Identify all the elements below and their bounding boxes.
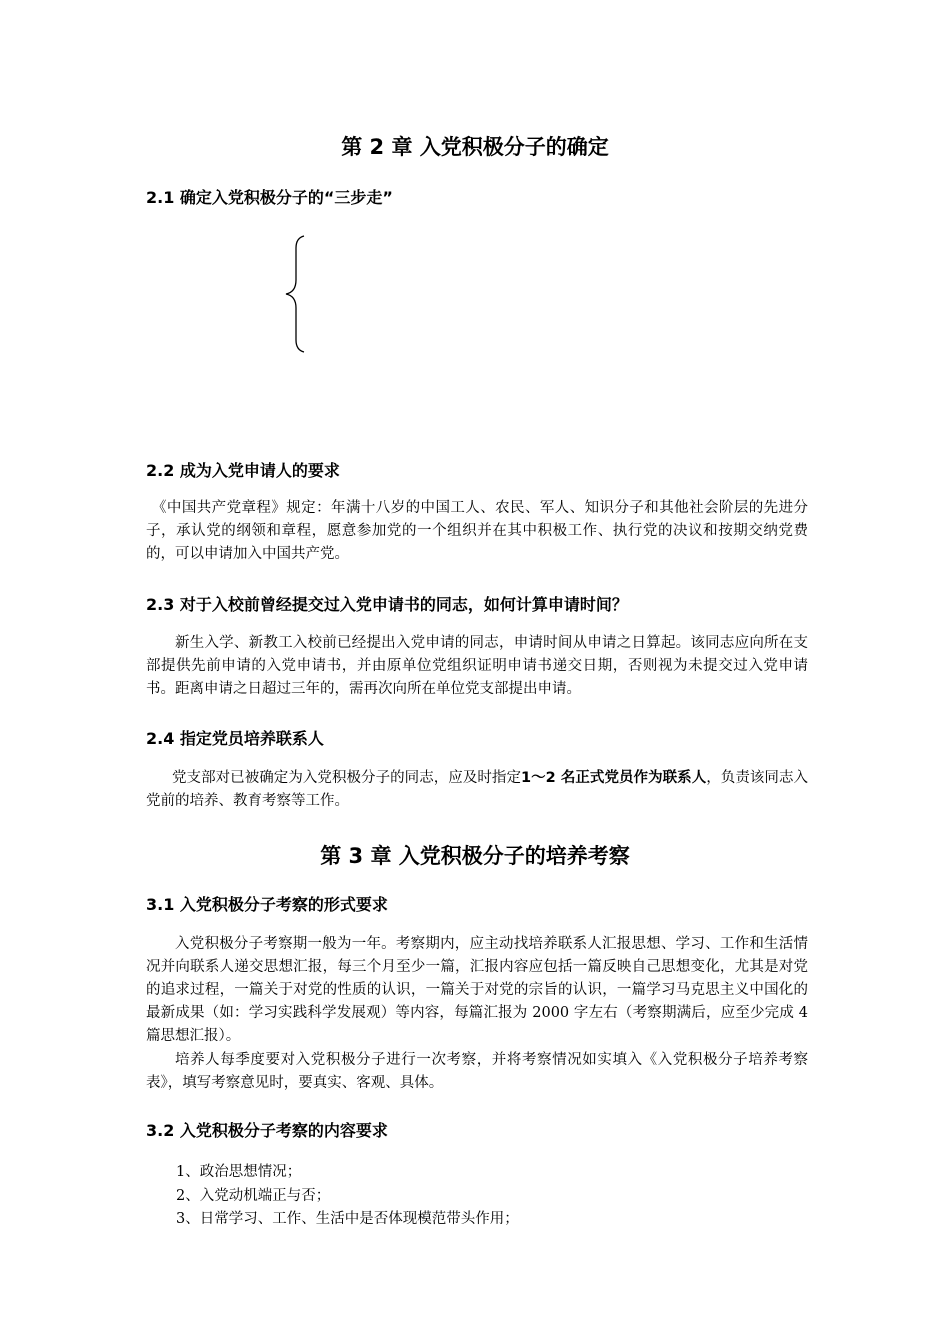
- section-2-4-body-start: 党支部对已被确定为入党积极分子的同志，应及时指定: [172, 770, 521, 786]
- section-3-2-heading: 3.2 入党积极分子考察的内容要求: [146, 1121, 388, 1140]
- section-2-3-heading: 2.3 对于入校前曾经提交过入党申请书的同志，如何计算申请时间？: [146, 595, 628, 614]
- section-2-4-body: [146, 767, 808, 813]
- chapter-3-title: 第 3 章 入党积极分子的培养考察: [320, 844, 630, 868]
- curly-brace: [284, 234, 310, 354]
- section-2-4-body-end: ，负责该同志入党前的培养、教育考察等工作。: [146, 770, 808, 809]
- section-3-1-heading: 3.1 入党积极分子考察的形式要求: [146, 895, 388, 914]
- section-2-1-heading: 2.1 确定入党积极分子的“三步走”: [146, 188, 393, 207]
- section-2-4-body-emphasis: 1～2 名正式党员作为联系人: [520, 770, 707, 786]
- list-item: 1、政治思想情况；: [176, 1164, 302, 1180]
- list-item: 2、入党动机端正与否；: [176, 1188, 331, 1204]
- section-2-2-body: 《中国共产党章程》规定：年满十八岁的中国工人、农民、军人、知识分子和其他社会阶层的先进分子，承认党的纲领和章程，愿意参加党的一个组织并在其中积极工作、执行党的决议和按期交纳党费的，可以申请加入中国共产党。: [146, 500, 808, 562]
- list-item: 3、日常学习、工作、生活中是否体现模范带头作用；: [176, 1211, 519, 1227]
- section-2-3-body: 新生入学、新教工入校前已经提出入党申请的同志，申请时间从申请之日算起。该同志应向所在支部提供先前申请的入党申请书，并由原单位党组织证明申请书递交日期，否则视为未提交过入党申请书。距离申请之日超过三年的，需再次向所在单位党支部提出申请。: [146, 635, 808, 697]
- section-3-1-paragraph-2: 培养人每季度要对入党积极分子进行一次考察，并将考察情况如实填入《入党积极分子培养考察表》，填写考察意见时，要真实、客观、具体。: [146, 1052, 808, 1091]
- chapter-2-title: 第 2 章 入党积极分子的确定: [341, 135, 609, 159]
- section-3-1-paragraph-1: 入党积极分子考察期一般为一年。考察期内，应主动找培养联系人汇报思想、学习、工作和生活情况并向联系人递交思想汇报，每三个月至少一篇，汇报内容应包括一篇反映自己思想变化，尤其是对党的追求过程，一篇关于对党的性质的认识，一篇关于对党的宗旨的认识，一篇学习马克思主义中国化的最新成果（如：学习实践科学发展观）等内容，每篇汇报为 2000 字左右（考察期满后，应至少完成 4 篇思想汇报）。: [146, 936, 808, 1044]
- section-2-2-heading: 2.2 成为入党申请人的要求: [146, 461, 340, 480]
- section-2-4-heading: 2.4 指定党员培养联系人: [146, 729, 324, 748]
